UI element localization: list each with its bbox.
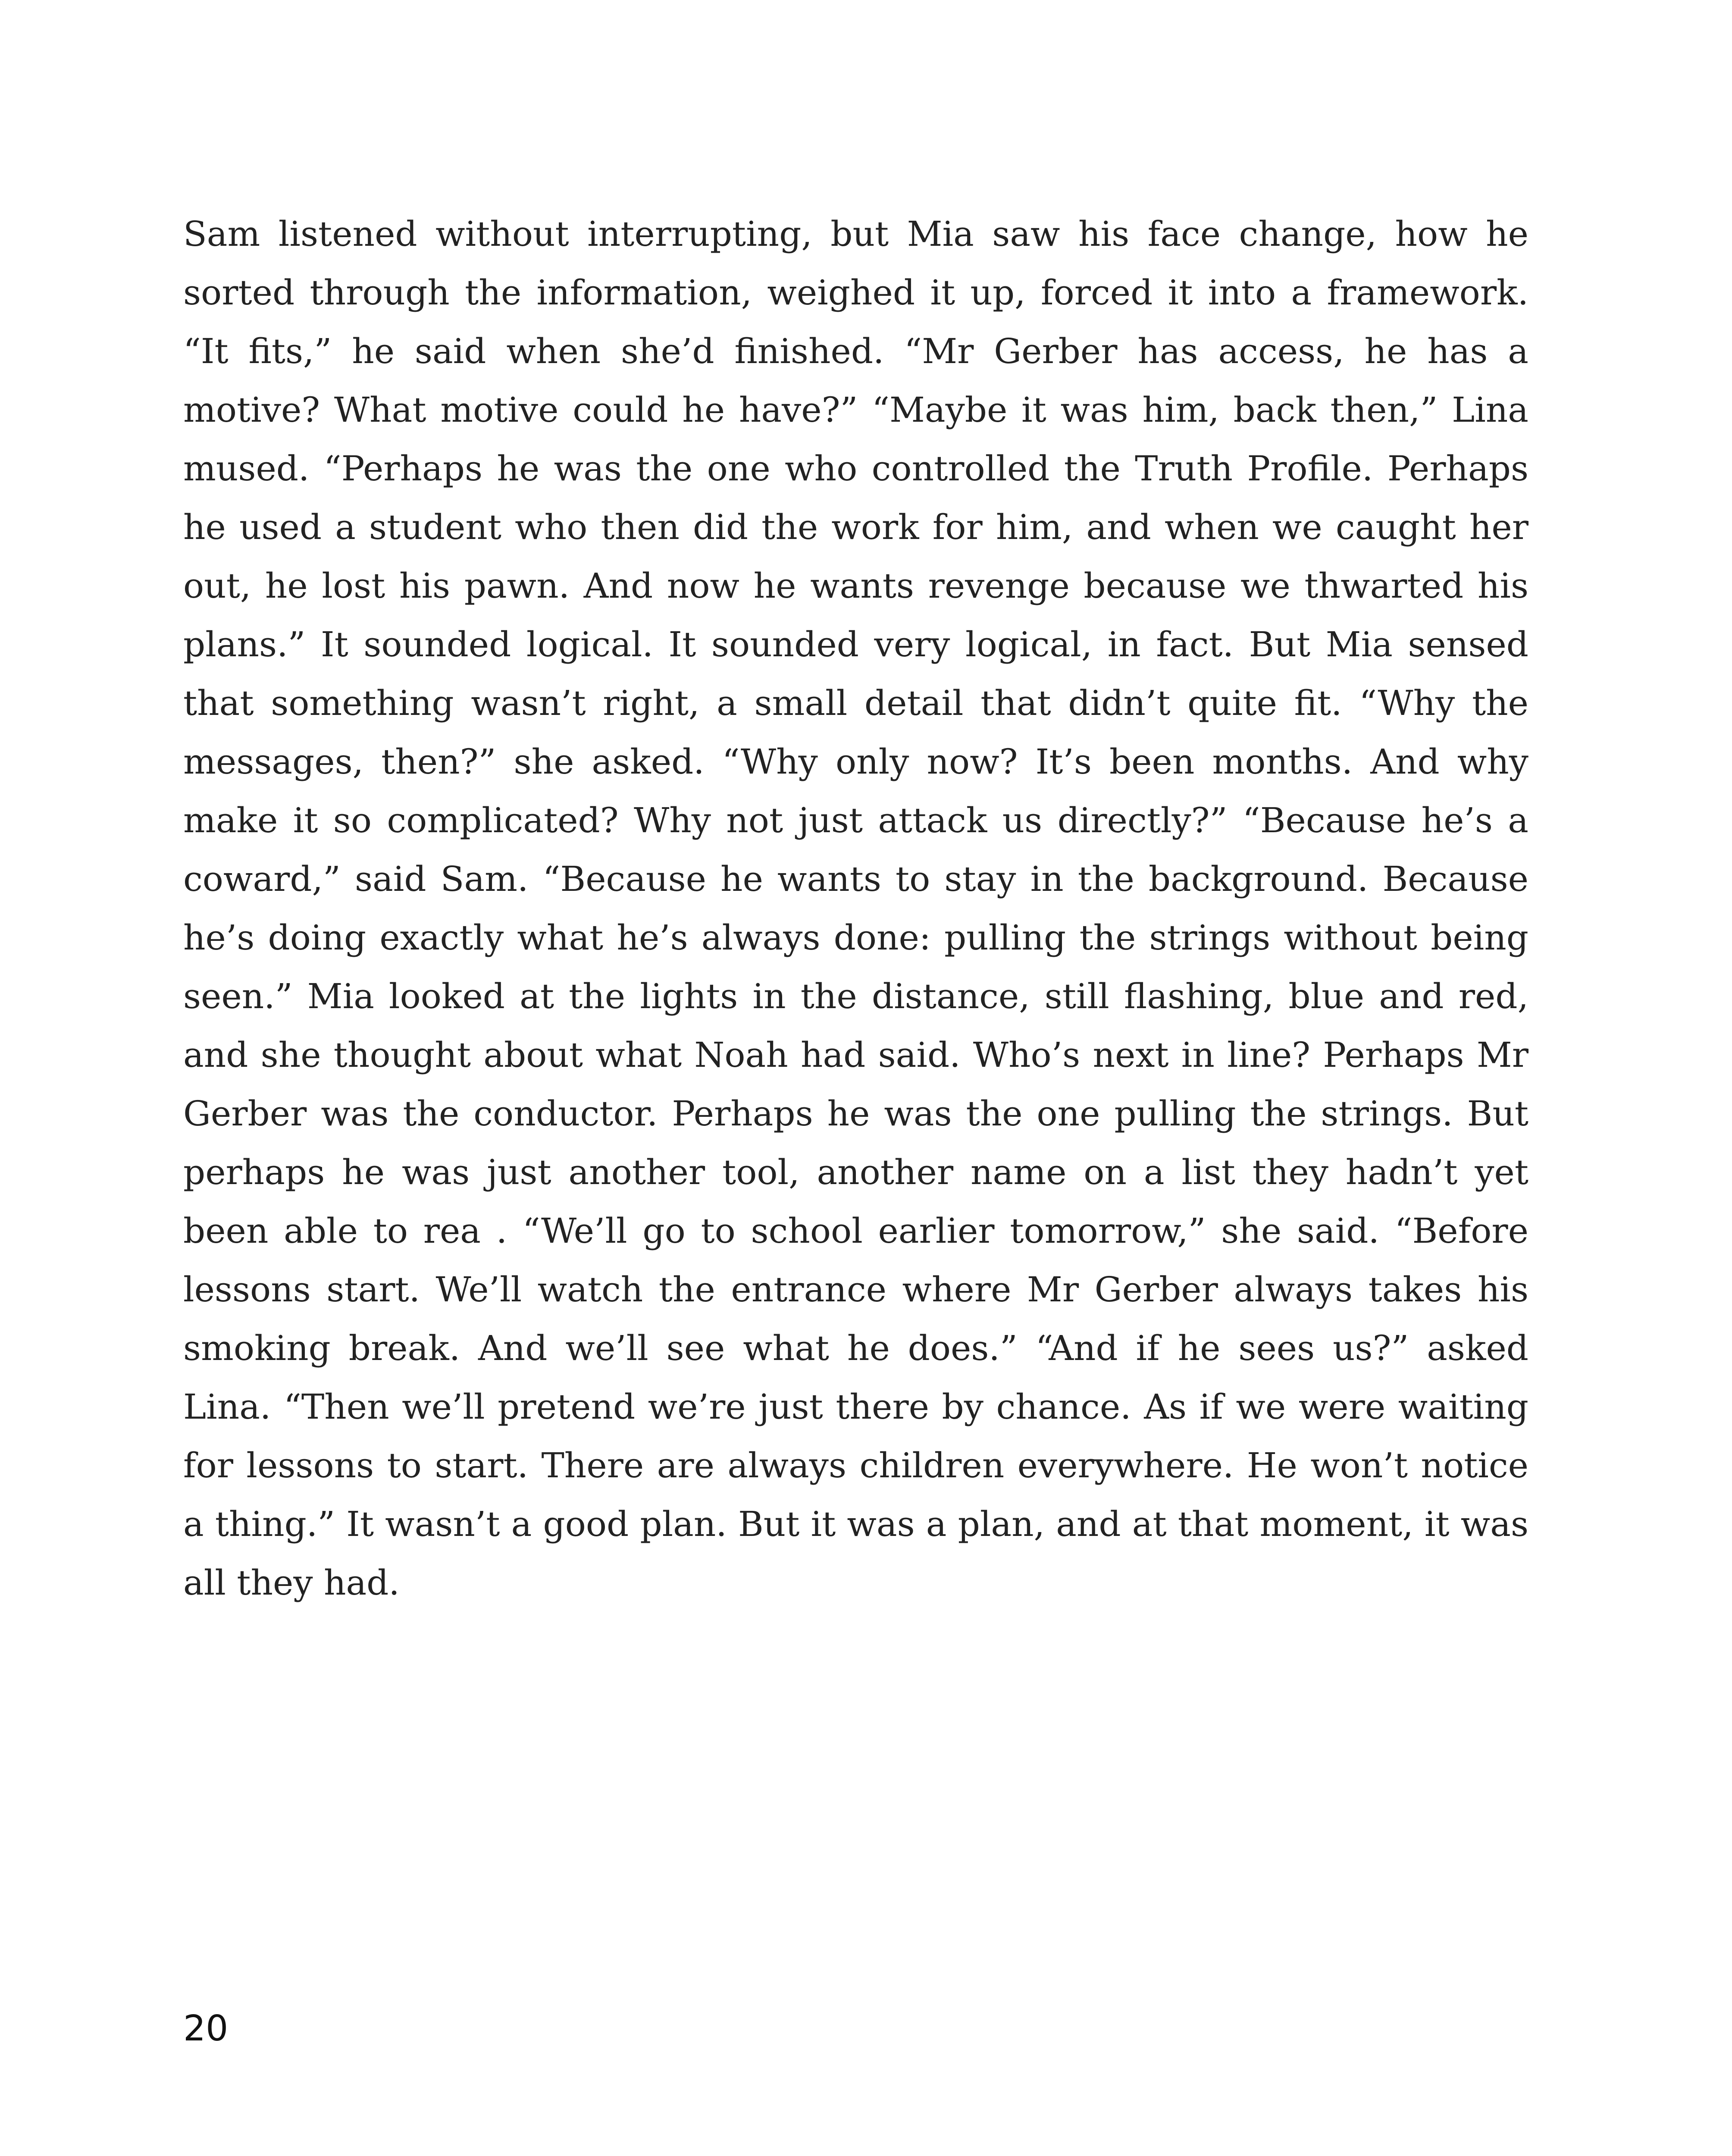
page-number: 20: [183, 2008, 229, 2049]
body-paragraph: Sam listened without interrupting, but Mia saw his face change, how he sorted through the information, weighed it up, forced it into a framework. “It fits,” he said when she’d finished. “Mr Gerber has access, he has a motive? What motive could he have?” “Maybe it was him, back then,” Lina mused. “Perhaps he was the one who controlled the Truth Profile. Perhaps he used a student who then did the work for him, and when we caught her out, he lost his pawn. And now he wants revenge because we thwarted his plans.” It sounded logical. It sounded very logical, in fact. But Mia sensed that something wasn’t right, a small detail that didn’t quite fit. “Why the messages, then?” she asked. “Why only now? It’s been months. And why make it so complicated? Why not just attack us directly?” “Because he’s a coward,” said Sam. “Because he wants to stay in the background. Because he’s doing exactly what he’s always done: pulling the strings without being seen.” Mia looked at the lights in the distance, still flashing, blue and red, and she thought about what Noah had said. Who’s next in line? Perhaps Mr Gerber was the conductor. Perhaps he was the one pulling the strings. But perhaps he was just another tool, another name on a list they hadn’t yet been able to rea . “We’ll go to school earlier tomorrow,” she said. “Before lessons start. We’ll watch the entrance where Mr Gerber always takes his smoking break. And we’ll see what he does.” “And if he sees us?” asked Lina. “Then we’ll pretend we’re just there by chance. As if we were waiting for lessons to start. There are always children everywhere. He won’t notice a thing.” It wasn’t a good plan. But it was a plan, and at that moment, it was all they had.: [183, 214, 1528, 1603]
